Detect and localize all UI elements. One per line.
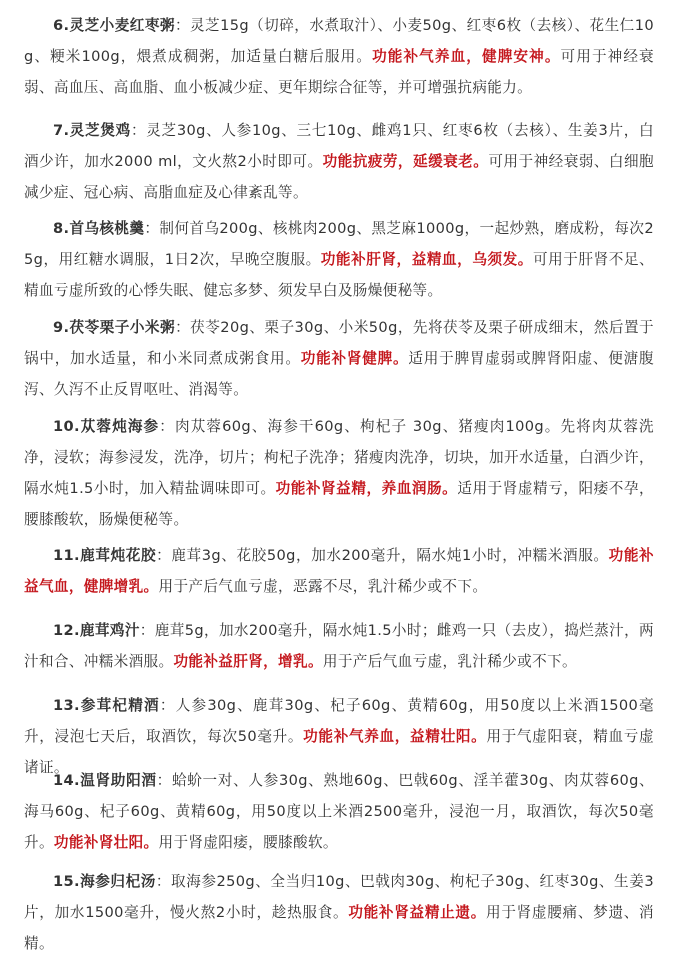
recipe-entry-9 <box>0 312 677 405</box>
recipe-title: 6.灵芝小麦红枣粥 <box>53 17 175 34</box>
recipe-paragraph <box>0 411 677 535</box>
recipe-indication: 可用于神经衰弱、白细胞减少症、冠心病、高脂血症及心律紊乱等。 <box>24 153 655 201</box>
recipe-paragraph <box>0 213 677 306</box>
recipe-method: 蛤蚧一对、人参30g、熟地60g、巴戟60g、淫羊藿30g、肉苁蓉60g、海马60g、杞子60g、黄精60g，用50度以上米酒2500毫升，浸泡一月，取酒饮，每次50毫升。 <box>24 772 655 851</box>
recipe-paragraph <box>0 765 677 858</box>
recipe-title: 11.鹿茸炖花胶 <box>53 547 157 564</box>
recipe-entry-8 <box>0 213 677 306</box>
recipe-title: 9.茯苓栗子小米粥 <box>53 319 176 336</box>
recipe-indication: 可用于神经衰弱、高血压、高血脂、血小板减少症、更年期综合征等，并可增强抗病能力。 <box>24 48 655 96</box>
recipe-paragraph <box>0 10 677 103</box>
recipe-entry-15 <box>0 866 677 959</box>
recipe-title: 15.海参归杞汤 <box>53 873 156 890</box>
title-separator: ： <box>130 122 147 139</box>
recipe-method: 肉苁蓉60g、海参干60g、枸杞子 30g、猪瘦肉100g。先将肉苁蓉洗净，浸软；海参浸发，洗净，切片；枸杞子洗净；猪瘦肉洗净，切块，加开水适量，白酒少许，隔水炖1.5小时，加入精盐调味即可。 <box>24 418 654 497</box>
recipe-method: 制何首乌200g、核桃肉200g、黑芝麻1000g，一起炒熟，磨成粉，每次25g，用红糖水调服，1日2次，早晚空腹服。 <box>24 220 654 268</box>
recipe-function: 功能补气养血，益精壮阳。 <box>303 728 487 745</box>
recipe-function: 功能抗疲劳，延缓衰老。 <box>322 153 489 170</box>
title-separator: ： <box>144 220 160 237</box>
recipe-title: 12.鹿茸鸡汁 <box>53 622 140 639</box>
recipe-title: 13.参茸杞精酒 <box>53 697 160 714</box>
recipe-entry-7 <box>0 115 677 208</box>
recipe-indication: 用于气虚阳衰，精血亏虚诸证。 <box>24 728 654 776</box>
recipe-function: 功能补肾健脾。 <box>300 350 409 367</box>
recipe-method: 灵芝30g、人参10g、三七10g、雌鸡1只、红枣6枚（去核）、生姜3片，白酒少许，加水2000 ml，文火熬2小时即可。 <box>24 122 654 170</box>
recipe-indication: 用于肾虚阳痿，腰膝酸软。 <box>158 834 338 851</box>
recipe-function: 功能补益肝肾，增乳。 <box>173 653 323 670</box>
recipe-entry-12 <box>0 615 677 677</box>
recipe-paragraph <box>0 540 677 602</box>
recipe-indication: 用于肾虚腰痛、梦遗、消精。 <box>24 904 654 952</box>
recipe-entry-6 <box>0 10 677 103</box>
title-separator: ： <box>156 547 172 564</box>
title-separator: ： <box>159 418 175 435</box>
recipe-paragraph <box>0 312 677 405</box>
recipe-indication: 适用于肾虚精亏，阳痿不孕，腰膝酸软，肠燥便秘等。 <box>24 480 654 528</box>
recipe-title: 10.苁蓉炖海参 <box>53 418 160 435</box>
recipe-method: 鹿茸5g，加水200毫升，隔水炖1.5小时；雌鸡一只（去皮），捣烂蒸汁，两汁和合、冲糯米酒服。 <box>24 622 654 670</box>
recipe-entry-11 <box>0 540 677 602</box>
recipe-function: 功能补肝肾，益精血，乌须发。 <box>320 251 533 268</box>
title-separator: ： <box>155 873 172 890</box>
recipe-indication: 可用于肝肾不足、精血亏虚所致的心悸失眠、健忘多梦、须发早白及肠燥便秘等。 <box>24 251 654 299</box>
recipe-indication: 用于产后气血亏虚，恶露不尽，乳汁稀少或不下。 <box>158 578 488 595</box>
recipe-title: 14.温肾助阳酒 <box>53 772 157 789</box>
recipe-method: 人参30g、鹿茸30g、杞子60g、黄精60g，用50度以上米酒1500毫升，浸泡七天后，取酒饮，每次50毫升。 <box>24 697 654 745</box>
recipe-function: 功能补肾益精止遗。 <box>348 904 487 921</box>
recipe-function: 功能补益气血，健脾增乳。 <box>24 547 654 595</box>
recipe-paragraph <box>0 615 677 677</box>
recipe-method: 取海参250g、全当归10g、巴戟肉30g、枸杞子30g、红枣30g、生姜3片，加水1500毫升，慢火熬2小时，趁热服食。 <box>24 873 654 921</box>
recipe-title: 7.灵芝煲鸡 <box>53 122 131 139</box>
recipe-method: 茯苓20g、栗子30g、小米50g，先将茯苓及栗子研成细末，然后置于锅中，加水适量，和小米同煮成粥食用。 <box>24 319 654 367</box>
title-separator: ： <box>156 772 172 789</box>
recipe-indication: 适用于脾胃虚弱或脾肾阳虚、便溏腹泻、久泻不止反胃呕吐、消渴等。 <box>24 350 654 398</box>
recipe-method: 鹿茸3g、花胶50g，加水200毫升，隔水炖1小时，冲糯米酒服。 <box>171 547 609 564</box>
title-separator: ： <box>139 622 155 639</box>
title-separator: ： <box>174 17 190 34</box>
recipe-function: 功能补肾壮阳。 <box>53 834 159 851</box>
recipe-function: 功能补气养血，健脾安神。 <box>372 48 561 65</box>
recipe-method: 灵芝15g（切碎，水煮取汁）、小麦50g、红枣6枚（去核）、花生仁10g、粳米100g，煨煮成稠粥，加适量白糖后服用。 <box>24 17 654 65</box>
recipe-entry-10 <box>0 411 677 535</box>
recipe-title: 8.首乌核桃羹 <box>53 220 145 237</box>
recipe-function: 功能补肾益精，养血润肠。 <box>275 480 458 497</box>
recipe-entry-14 <box>0 765 677 858</box>
recipe-paragraph <box>0 866 677 959</box>
recipe-indication: 用于产后气血亏虚，乳汁稀少或不下。 <box>322 653 577 670</box>
title-separator: ： <box>175 319 191 336</box>
recipe-paragraph <box>0 115 677 208</box>
title-separator: ： <box>159 697 176 714</box>
